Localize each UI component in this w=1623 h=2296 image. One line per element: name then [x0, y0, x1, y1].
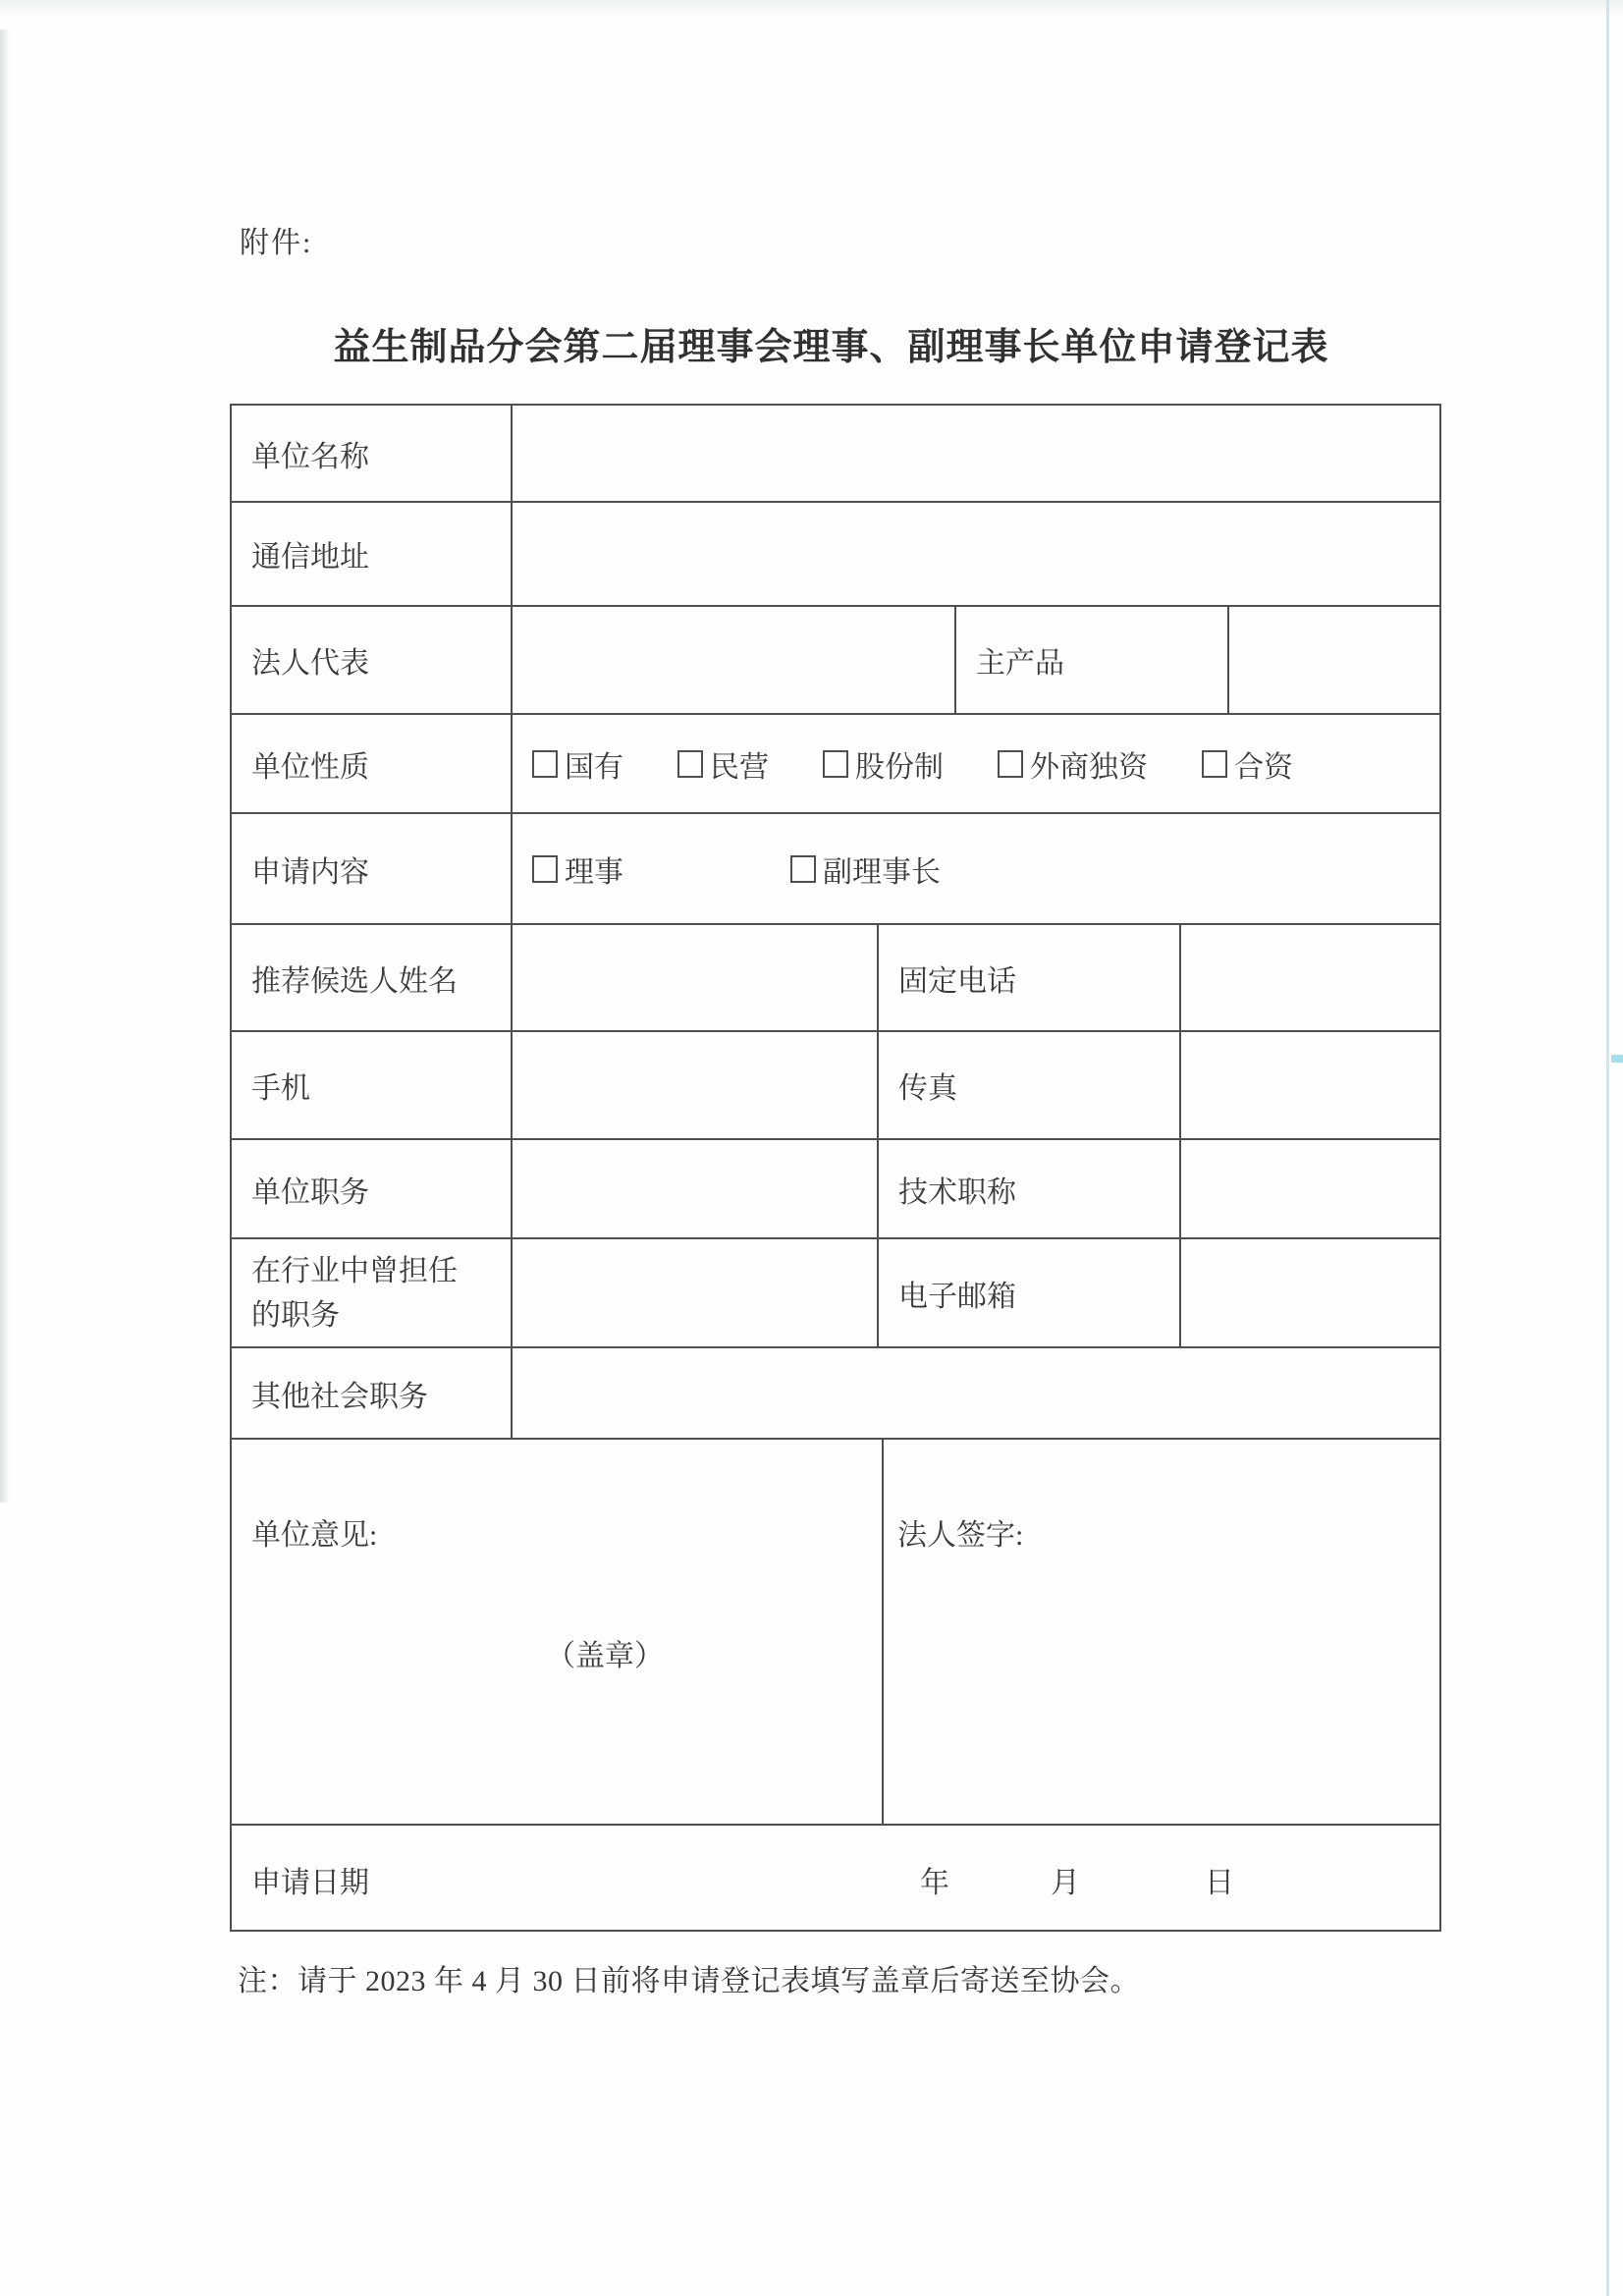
unit-opinion-label: 单位意见: — [251, 1519, 378, 1552]
legal-signature-cell — [884, 1440, 1439, 1824]
option-label: 合资 — [1234, 750, 1293, 784]
unit-nature-label: 单位性质 — [232, 715, 513, 812]
unit-name-value-cell — [513, 406, 1439, 501]
other-roles-label: 其他社会职务 — [232, 1348, 513, 1438]
checkbox-icon — [532, 750, 558, 778]
option-label: 理事 — [565, 855, 623, 889]
scan-cyan-mark — [1611, 1055, 1623, 1063]
option-label: 国有 — [565, 750, 623, 784]
option-director — [532, 847, 623, 891]
option-label: 外商独资 — [1030, 750, 1148, 784]
date-month-label: 月 — [1051, 1867, 1080, 1899]
checkbox-icon — [790, 855, 816, 883]
checkbox-icon — [1202, 750, 1227, 778]
seal-label: （盖章） — [546, 1640, 664, 1672]
phone-value-cell — [1181, 925, 1439, 1030]
unit-position-label: 单位职务 — [232, 1140, 513, 1237]
application-label: 申请内容 — [232, 814, 513, 923]
row-address — [232, 503, 1439, 607]
option-vice-chairman — [790, 847, 941, 891]
unit-nature-options — [513, 715, 1439, 812]
tech-title-label: 技术职称 — [879, 1140, 1181, 1237]
option-foreign-owned — [998, 742, 1148, 786]
fax-label: 传真 — [879, 1032, 1181, 1138]
checkbox-icon — [998, 750, 1023, 778]
row-industry-role — [232, 1239, 1439, 1348]
footnote: 注：请于 2023 年 4 月 30 日前将申请登记表填写盖章后寄送至协会。 — [238, 1965, 1140, 1997]
scan-edge-top — [0, 0, 1623, 16]
fax-value-cell — [1181, 1032, 1439, 1138]
checkbox-icon — [532, 855, 558, 883]
option-label: 副理事长 — [823, 855, 941, 889]
row-mobile — [232, 1032, 1439, 1140]
legal-rep-label: 法人代表 — [232, 607, 513, 713]
phone-label: 固定电话 — [879, 925, 1181, 1030]
checkbox-icon — [823, 750, 848, 778]
application-form-table — [230, 404, 1441, 1932]
option-private — [677, 742, 769, 786]
scan-edge-left — [0, 29, 10, 1503]
option-state-owned — [532, 742, 623, 786]
mobile-value-cell — [513, 1032, 879, 1138]
option-joint-stock — [823, 742, 944, 786]
industry-role-label-text: 在行业中曾担任的职务 — [251, 1254, 458, 1332]
page-title: 益生制品分会第二届理事会理事、副理事长单位申请登记表 — [333, 327, 1329, 368]
row-unit-name — [232, 406, 1439, 503]
row-candidate — [232, 925, 1439, 1032]
legal-rep-value-cell — [513, 607, 956, 713]
main-product-value-cell — [1229, 607, 1439, 713]
date-year-label: 年 — [920, 1867, 949, 1899]
candidate-value-cell — [513, 925, 879, 1030]
candidate-label: 推荐候选人姓名 — [232, 925, 513, 1030]
date-day-label: 日 — [1205, 1867, 1234, 1899]
row-application-content — [232, 814, 1439, 925]
row-apply-date — [232, 1826, 1439, 1934]
industry-role-label — [232, 1239, 513, 1346]
option-label: 民营 — [710, 750, 769, 784]
option-joint-venture — [1202, 742, 1293, 786]
main-product-label: 主产品 — [956, 607, 1229, 713]
row-other-roles — [232, 1348, 1439, 1440]
mobile-label: 手机 — [232, 1032, 513, 1138]
other-roles-value-cell — [513, 1348, 1439, 1438]
row-legal-rep — [232, 607, 1439, 715]
legal-signature-label: 法人签字: — [897, 1519, 1024, 1552]
industry-role-value-cell — [513, 1239, 879, 1346]
row-opinion-signature — [232, 1440, 1439, 1826]
attachment-label: 附件: — [240, 227, 313, 259]
tech-title-value-cell — [1181, 1140, 1439, 1237]
option-label: 股份制 — [855, 750, 944, 784]
email-label: 电子邮箱 — [879, 1239, 1181, 1346]
application-options — [513, 814, 1439, 923]
row-unit-position — [232, 1140, 1439, 1239]
address-value-cell — [513, 503, 1439, 605]
apply-date-label: 申请日期 — [251, 1867, 369, 1899]
unit-opinion-cell — [232, 1440, 884, 1824]
row-unit-nature — [232, 715, 1439, 814]
unit-name-label: 单位名称 — [232, 406, 513, 501]
checkbox-icon — [677, 750, 703, 778]
unit-position-value-cell — [513, 1140, 879, 1237]
address-label: 通信地址 — [232, 503, 513, 605]
email-value-cell — [1181, 1239, 1439, 1346]
